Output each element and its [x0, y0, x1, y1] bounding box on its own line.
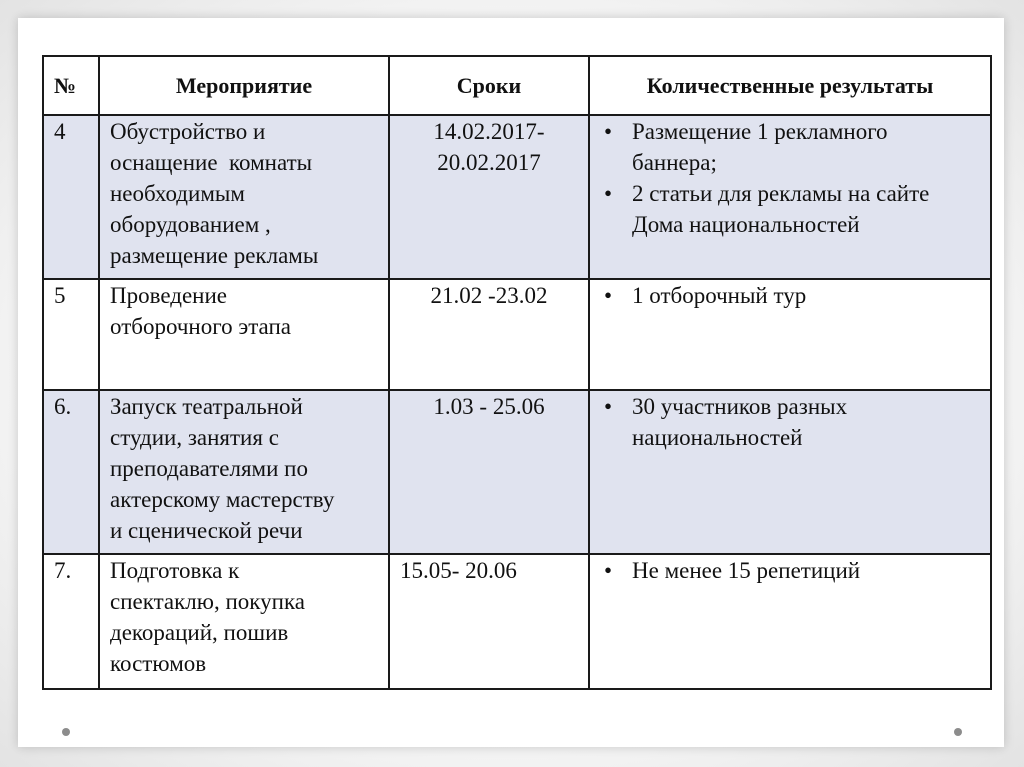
dates-cell	[389, 279, 589, 390]
result-line: национальностей	[632, 425, 803, 450]
event-line: оснащение комнаты	[110, 150, 313, 175]
event-cell	[99, 279, 389, 390]
result-item	[600, 391, 980, 453]
row-number: 4	[43, 115, 99, 279]
event-cell	[99, 390, 389, 554]
dates-line: 21.02 -23.02	[430, 283, 548, 308]
results-cell	[589, 115, 991, 279]
event-line: Проведение	[110, 283, 227, 308]
bullet-icon: •	[604, 283, 613, 308]
results-cell	[589, 390, 991, 554]
result-line: Не менее 15 репетиций	[632, 558, 861, 583]
dates-cell	[389, 115, 589, 279]
event-line: студии, занятия с	[110, 425, 279, 450]
table-row	[43, 115, 991, 279]
result-item	[600, 280, 980, 311]
corner-dot-icon	[954, 728, 962, 736]
results-list	[600, 280, 980, 311]
row-number: 6.	[43, 390, 99, 554]
table-row	[43, 279, 991, 390]
event-cell	[99, 554, 389, 689]
header-dates: Сроки	[389, 56, 589, 115]
dates-line: 14.02.2017-	[433, 119, 545, 144]
dates-line: 1.03 - 25.06	[433, 394, 545, 419]
dates-cell	[389, 554, 589, 689]
results-cell	[589, 279, 991, 390]
row-number: 5	[43, 279, 99, 390]
dates-cell	[389, 390, 589, 554]
result-item	[600, 555, 980, 586]
bullet-icon: •	[604, 181, 613, 206]
result-item	[600, 178, 980, 240]
corner-dot-icon	[62, 728, 70, 736]
results-list	[600, 391, 980, 453]
result-line: Дома национальностей	[632, 212, 860, 237]
event-cell	[99, 115, 389, 279]
schedule-table	[42, 55, 992, 690]
event-line: спектаклю, покупка	[110, 589, 305, 614]
dates-line: 20.02.2017	[437, 150, 541, 175]
table-header-row	[43, 56, 991, 115]
bullet-icon: •	[604, 558, 613, 583]
row-number: 7.	[43, 554, 99, 689]
event-line: отборочного этапа	[110, 314, 291, 339]
event-line: костюмов	[110, 651, 207, 676]
result-item	[600, 116, 980, 178]
event-line: Запуск театральной	[110, 394, 303, 419]
event-line: необходимым	[110, 181, 245, 206]
bullet-icon: •	[604, 394, 613, 419]
result-line: 2 статьи для рекламы на сайте	[632, 181, 930, 206]
result-line: 1 отборочный тур	[632, 283, 807, 308]
table-row	[43, 554, 991, 689]
result-line: Размещение 1 рекламного	[632, 119, 888, 144]
header-results: Количественные результаты	[589, 56, 991, 115]
table-row	[43, 390, 991, 554]
event-line: Обустройство и	[110, 119, 266, 144]
results-cell	[589, 554, 991, 689]
results-list	[600, 116, 980, 240]
result-line: баннера;	[632, 150, 717, 175]
header-number: №	[43, 56, 99, 115]
event-line: декораций, пошив	[110, 620, 289, 645]
bullet-icon: •	[604, 119, 613, 144]
result-line: 30 участников разных	[632, 394, 848, 419]
event-line: размещение рекламы	[110, 243, 319, 268]
event-line: актерскому мастерству	[110, 487, 335, 512]
event-line: Подготовка к	[110, 558, 240, 583]
event-line: оборудованием ,	[110, 212, 271, 237]
event-line: преподавателями по	[110, 456, 308, 481]
dates-line: 15.05- 20.06	[400, 558, 517, 583]
header-event: Мероприятие	[99, 56, 389, 115]
event-line: и сценической речи	[110, 518, 303, 543]
results-list	[600, 555, 980, 586]
